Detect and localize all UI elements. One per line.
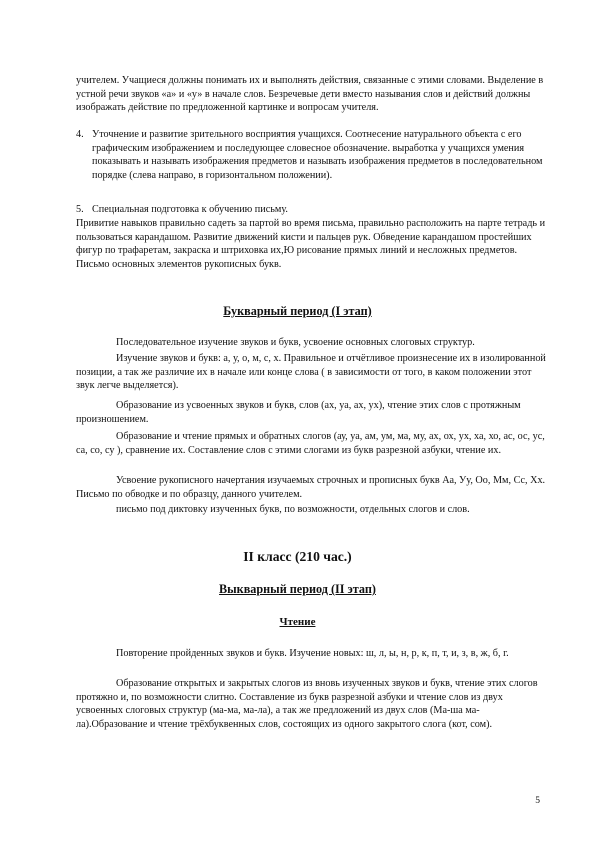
paragraph: Последовательное изучение звуков и букв, усвоение основных слоговых структур. — [116, 337, 475, 348]
section-heading: Букварный период (I этап) — [223, 304, 372, 318]
list-item-5 — [76, 203, 546, 217]
page-number: 5 — [535, 796, 540, 806]
section-heading: Выкварный период (II этап) — [219, 582, 376, 596]
intro-paragraph: учителем. Учащиеся должны понимать их и выполнять действия, связанные с этими словами. Выделение в устной речи звуков «а» и «у» в начале слов. Безречевые дети вместо называния слов и действий должны изображать действие по предложенной картинке и вопросам учителя. — [76, 75, 544, 114]
paragraph: Образование и чтение прямых и обратных слогов (ау, уа, ам, ум, ма, му, ах, ох, ух, ха, хо, ас, ос, ус, са, со, су ), сравнение их. Составление слов с этими слогами из букв разрезной азбуки, чтение их. — [76, 431, 545, 456]
skills-paragraph: Привитие навыков правильно садеть за партой во время письма, правильно расположить на парте тетрадь и пользоваться карандашом. Развитие движений кисти и пальцев рук. Обведение карандашом простейших фигур по трафаретам, закраска и штриховка их,Ю рисование прямых линий и несложных предметов. Письмо основных элементов рукописных букв. — [76, 218, 546, 270]
paragraph: письмо под диктовку изученных букв, по возможности, отдельных слогов и слов. — [116, 504, 470, 515]
list-text: Специальная подготовка к обучению письму. — [92, 204, 288, 215]
paragraph: Усвоение рукописного начертания изучаемых строчных и прописных букв Аа, Уу, Оо, Мм, Сс, Хх. Письмо по обводке и по образцу, данного учителем. — [76, 475, 546, 500]
list-item-4 — [76, 128, 546, 182]
paragraph: Образование открытых и закрытых слогов из вновь изученных звуков и букв, чтение этих слогов протяжно и, по возможности слитно. Составление из букв разрезной азбуки и чтение слов из двух усвоенных слоговых структур (ма-ма, ма-ла), а так же предложений из двух слов (Ма-ша ма-ла).Образование и чтение трёхбуквенных слов, состоящих из одного закрытого слога (кот, сом). — [76, 678, 538, 730]
paragraph: Образование из усвоенных звуков и букв, слов (ах, уа, ах, ух), чтение этих слов с протяжным произношением. — [76, 400, 521, 425]
list-number: 5. — [76, 204, 84, 215]
list-number: 4. — [76, 129, 84, 140]
paragraph: Изучение звуков и букв: а, у, о, м, с, х. Правильное и отчётливое произнесение их в изолированной позиции, а так же различие их в начале или конце слова ( в зависимости от того, в каком положении этот звук легче выделяется). — [76, 353, 546, 392]
paragraph: Повторение пройденных звуков и букв. Изучение новых: ш, л, ы, н, р, к, п, т, и, з, в, ж, б, г. — [116, 648, 509, 659]
class-heading: II класс (210 час.) — [243, 549, 352, 564]
list-text: Уточнение и развитие зрительного восприятия учащихся. Соотнесение натурального объекта с его графическим изображением и последующее словесное обозначение. выработка у учащихся умения показывать и называть изображения предметов и называть изображения предметов в последовательном порядке (слева направо, в горизонтальном положении). — [92, 129, 543, 181]
subsection-heading: Чтение — [279, 616, 316, 628]
